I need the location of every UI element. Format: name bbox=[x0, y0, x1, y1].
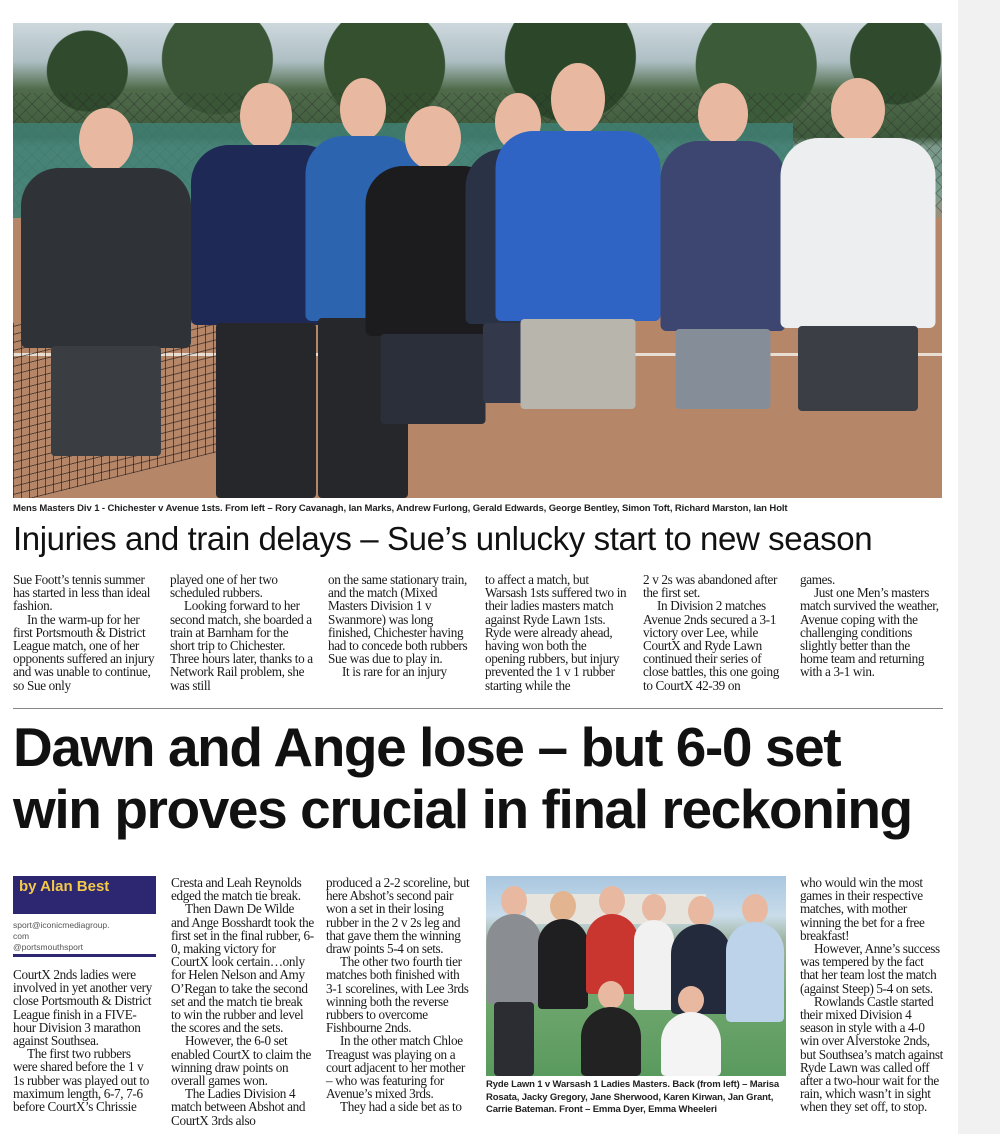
team-photo-mens-masters bbox=[13, 23, 942, 498]
article-column bbox=[485, 573, 628, 692]
paragraph: to affect a match, but Warsash 1sts suffered two in their ladies masters match against Ryde Lawn 1sts. Ryde were already ahead, having won both the opening rubbers, but injury prevented the 1 v 1 rubber starting while the bbox=[485, 572, 627, 693]
paragraph: However, Anne’s success was tempered by the fact that her team lost the match (against Steep) 5-4 on sets. bbox=[800, 941, 940, 996]
paragraph: Rowlands Castle started their mixed Division 4 season in style with a 4-0 win over Alverstoke 2nds, but Southsea’s match against Ryde Lawn was called off after a two-hour wait for the rain, which wasn’t in sight when they set off, to stop. bbox=[800, 993, 943, 1115]
article-column bbox=[643, 573, 785, 692]
article-headline: Injuries and train delays – Sue’s unlucky start to new season bbox=[13, 520, 873, 557]
paragraph: 2 v 2s was abandoned after the first set. bbox=[643, 572, 778, 601]
paragraph: who would win the most games in their respective matches, with mother winning the bet for a free breakfast! bbox=[800, 875, 925, 943]
byline: by Alan Best bbox=[13, 876, 156, 914]
article-column bbox=[326, 876, 471, 1114]
article-column bbox=[170, 573, 313, 692]
article-column bbox=[13, 573, 155, 692]
article-column bbox=[800, 573, 940, 679]
paragraph: Cresta and Leah Reynolds edged the match tie break. bbox=[171, 875, 302, 904]
paragraph: Just one Men’s masters match survived the weather, Avenue coping with the challenging conditions slightly better than the home team and returning with a 3-1 win. bbox=[800, 585, 939, 680]
paragraph: However, the 6-0 set enabled CourtX to claim the winning draw points on overall games won. bbox=[171, 1033, 311, 1089]
author-twitter: @portsmouthsport bbox=[13, 942, 84, 952]
paragraph: They had a side bet as to bbox=[340, 1099, 462, 1115]
paragraph: It is rare for an injury bbox=[342, 664, 447, 680]
photo-caption: Mens Masters Div 1 - Chichester v Avenue 1sts. From left – Rory Cavanagh, Ian Marks, Andrew Furlong, Gerald Edwards, George Bentley, Simon Toft, Richard Marston, Ian Holt bbox=[13, 503, 788, 514]
paragraph: In the warm-up for her first Portsmouth & District League match, one of her opponents suffered an injury and was unable to continue, so Sue only bbox=[13, 611, 155, 693]
headline-line: Dawn and Ange lose – but 6-0 set bbox=[13, 716, 841, 778]
author-email: com bbox=[13, 931, 30, 941]
player-figure bbox=[493, 63, 663, 498]
author-email: sport@iconicmediagroup. bbox=[13, 920, 110, 930]
paragraph: games. bbox=[800, 572, 835, 587]
paragraph: Then Dawn De Wilde and Ange Bosshardt took the first set in the final rubber, 6-0, making victory for CourtX look certain…only for Helen Nelson and Amy O’Regan to take the second set and the match tie break to win the rubber and level the scores and the sets. bbox=[171, 901, 314, 1036]
paragraph: on the same stationary train, and the match (Mixed Masters Division 1 v Swanmore) was long finished, Chichester having had to concede both rubbers Sue was due to play in. bbox=[328, 572, 468, 667]
photo-caption: Ryde Lawn 1 v Warsash 1 Ladies Masters. Back (from left) – Marisa Rosata, Jacky Gregory, Jane Sherwood, Karen Kirwan, Jan Grant, Carrie Bateman. Front – Emma Dyer, Emma Wheeleri bbox=[486, 1079, 779, 1115]
article-column bbox=[328, 573, 470, 679]
paragraph: played one of her two scheduled rubbers. bbox=[170, 572, 278, 601]
article-body bbox=[13, 573, 938, 693]
paragraph: CourtX 2nds ladies were involved in yet another very close Portsmouth & District League finish in a FIVE-hour Division 3 marathon against Southsea. bbox=[13, 967, 152, 1049]
article-headline bbox=[13, 716, 912, 840]
player-figure bbox=[486, 886, 541, 1076]
player-figure bbox=[778, 78, 938, 498]
paragraph: produced a 2-2 scoreline, but here Abshot’s second pair won a set in their losing rubber in the 2 v 2s leg and that gave them the winning draw points 5-4 on sets. bbox=[326, 875, 470, 957]
paragraph: The other two fourth tier matches both finished with 3-1 scorelines, with Lee 3rds winning both the reverse rubbers to overcome Fishbourne 2nds. bbox=[326, 954, 469, 1036]
paragraph: In the other match Chloe Treagust was playing on a court adjacent to her mother – who was featuring for Avenue’s mixed 3rds. bbox=[326, 1033, 465, 1102]
article-body bbox=[13, 876, 953, 1134]
paragraph: Looking forward to her second match, she boarded a train at Barnham for the short trip to Chichester. Three hours later, thanks to a Network Rail problem, she was still bbox=[170, 598, 313, 693]
player-figure bbox=[661, 986, 721, 1076]
player-figure bbox=[18, 108, 193, 498]
article-column bbox=[800, 876, 943, 1114]
headline-line: win proves crucial in final reckoning bbox=[13, 778, 912, 840]
paragraph: In Division 2 matches Avenue 2nds secured a 3-1 victory over Lee, while CourtX and Ryde Lawn continued their series of close battles, this one going to CourtX 42-39 on bbox=[643, 598, 779, 693]
section-divider bbox=[13, 708, 943, 709]
article-column bbox=[171, 876, 314, 1127]
player-figure bbox=[726, 894, 784, 1076]
page-margin bbox=[958, 0, 1000, 1134]
paragraph: Sue Foott’s tennis summer has started in less than ideal fashion. bbox=[13, 572, 151, 614]
paragraph: The first two rubbers were shared before the 1 v 1s rubber was played out to maximum length, 6-7, 7-6 before CourtX’s Chrissie bbox=[13, 1046, 149, 1115]
paragraph: The Ladies Division 4 match between Abshot and CourtX 3rds also bbox=[171, 1086, 306, 1128]
player-figure bbox=[658, 83, 788, 498]
team-photo-ladies-masters bbox=[486, 876, 786, 1076]
article-column bbox=[13, 968, 156, 1113]
player-figure bbox=[581, 981, 641, 1076]
